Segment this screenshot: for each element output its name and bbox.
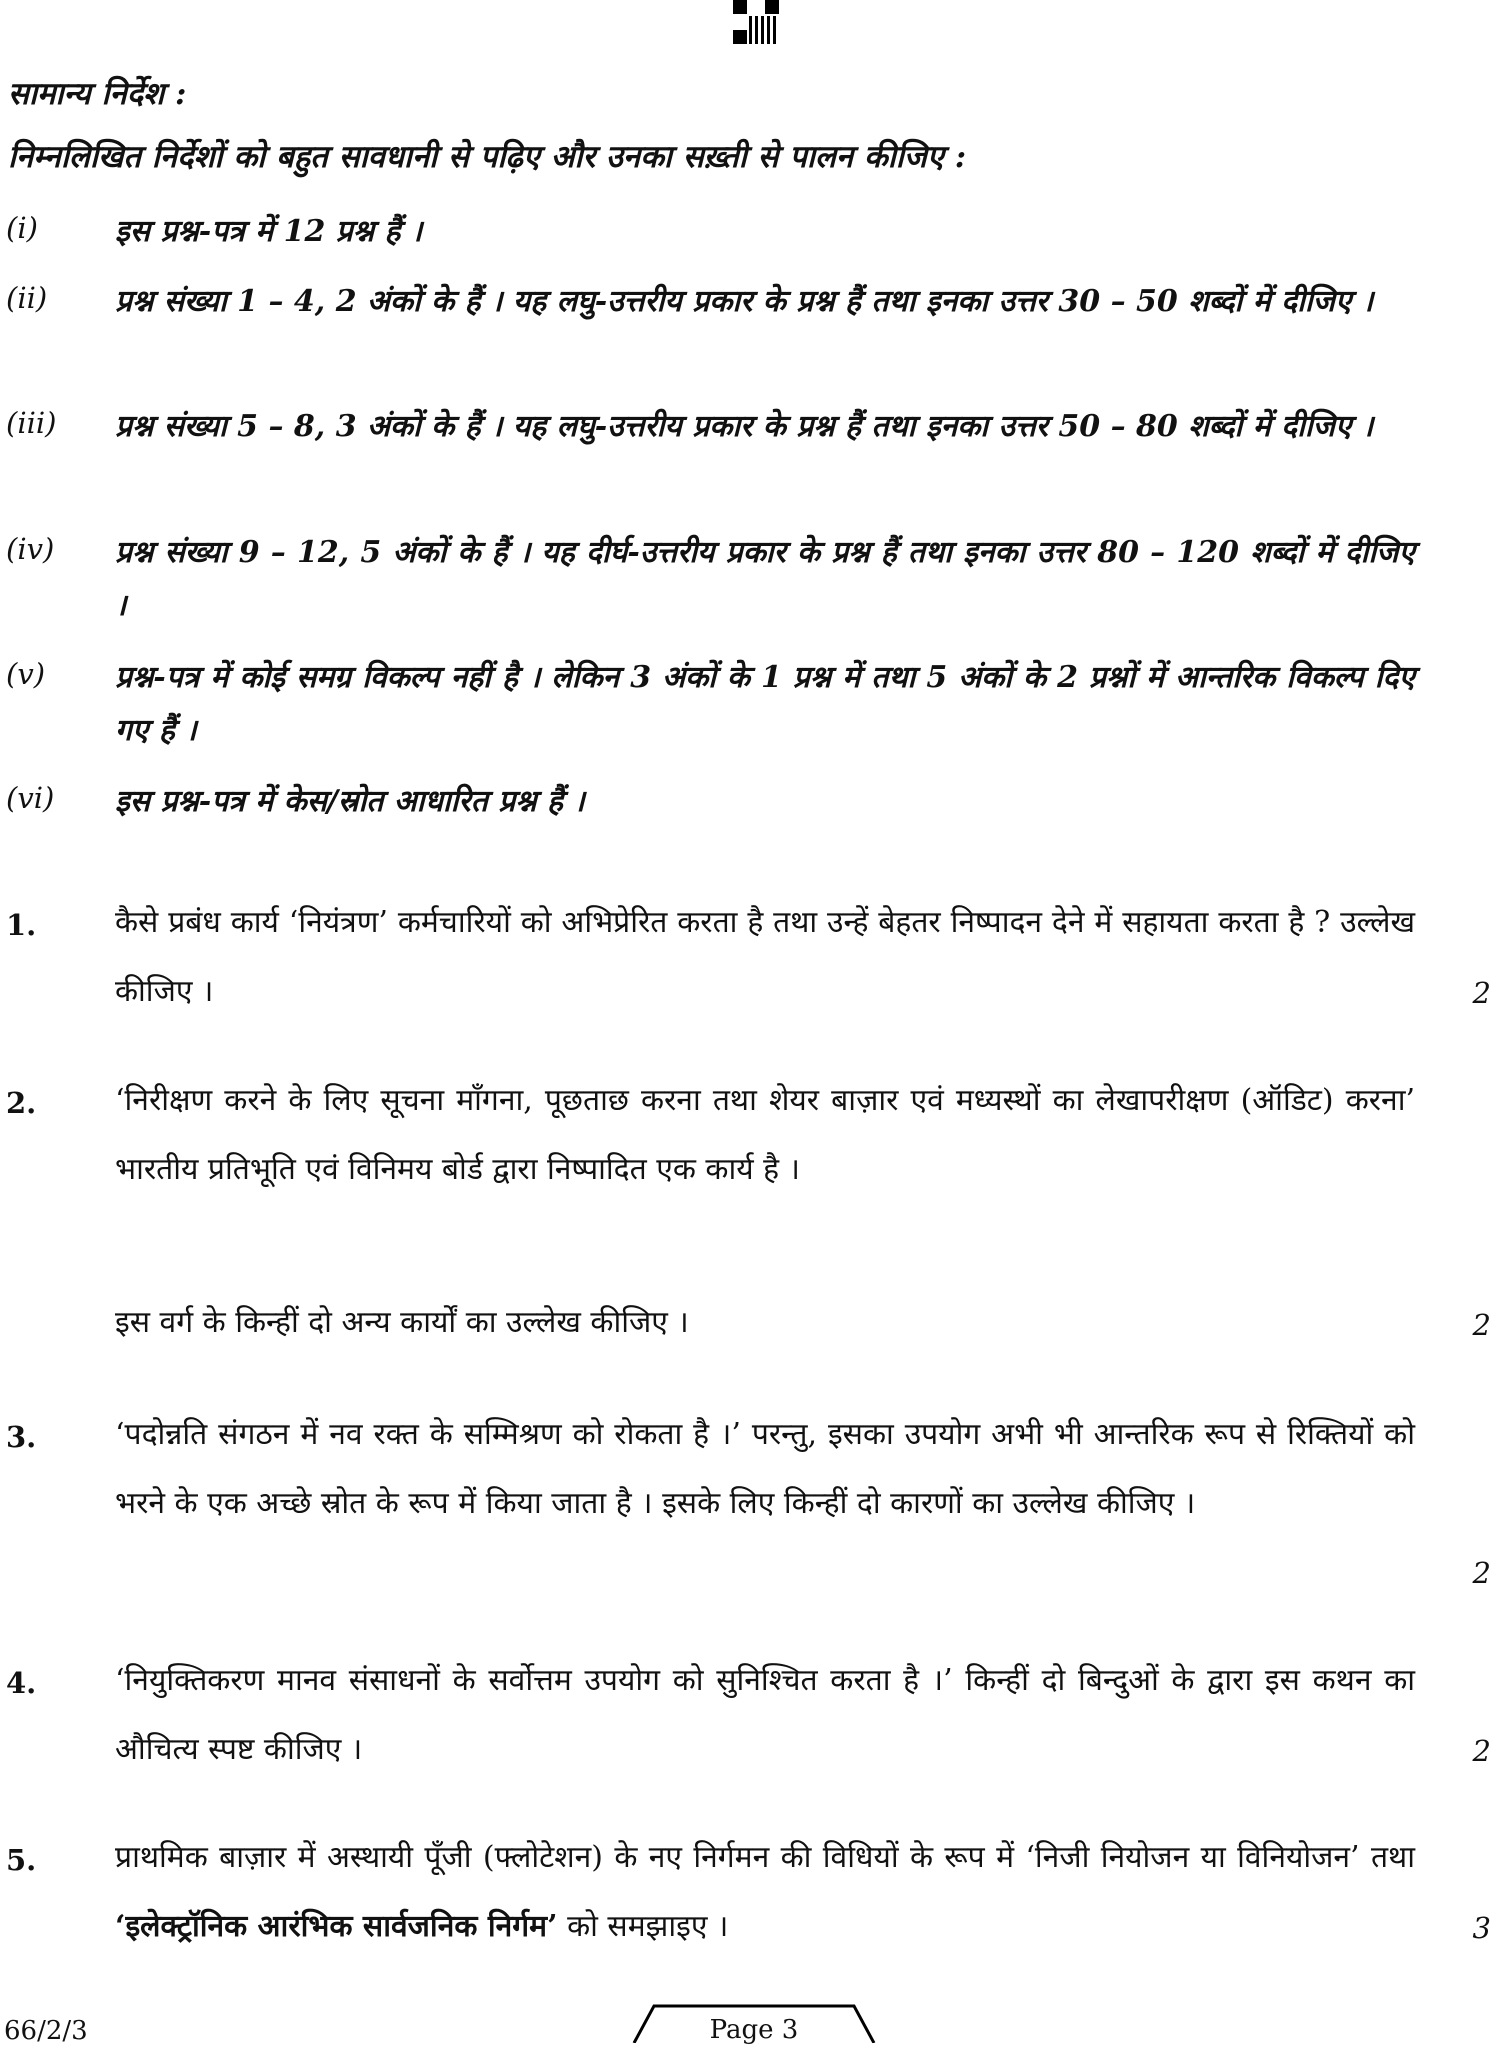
qr-code bbox=[733, 0, 779, 44]
question-text: कैसे प्रबंध कार्य ‘नियंत्रण’ कर्मचारियों को अभिप्रेरित करता है तथा उन्हें बेहतर निष्पादन देने में सहायता करता है ? उल्लेख कीजिए । bbox=[115, 905, 1415, 1009]
instruction-number: (iv) bbox=[6, 532, 55, 566]
question-text: ‘नियुक्तिकरण मानव संसाधनों के सर्वोत्तम उपयोग को सुनिश्चित करता है ।’ किन्हीं दो बिन्दुओं के द्वारा इस कथन का औचित्य स्पष्ट कीजिए । bbox=[115, 1663, 1415, 1767]
page-number: Page 3 bbox=[709, 2015, 799, 2045]
instruction-number: (iii) bbox=[6, 406, 57, 440]
instruction-text: प्रश्न संख्या 5 – 8, 3 अंकों के हैं । यह लघु-उत्तरीय प्रकार के प्रश्न हैं तथा इनका उत्तर 50 – 80 शब्दों में दीजिए । bbox=[115, 409, 1374, 444]
instruction-text: इस प्रश्न-पत्र में केस/स्रोत आधारित प्रश्न हैं । bbox=[115, 784, 585, 819]
page-number-box bbox=[632, 2003, 876, 2043]
question-marks: 2 bbox=[1472, 1308, 1491, 1342]
question-text bbox=[115, 1823, 1415, 1961]
question-marks: 3 bbox=[1472, 1911, 1491, 1945]
question-text: ‘निरीक्षण करने के लिए सूचना माँगना, पूछताछ करना तथा शेयर बाज़ार एवं मध्यस्थों का लेखापरीक्षण (ऑडिट) करना’ भारतीय प्रतिभूति एवं विनिमय बोर्ड द्वारा निष्पादित एक कार्य है । bbox=[115, 1083, 1415, 1187]
question-number: 1. bbox=[6, 908, 37, 942]
question-number: 5. bbox=[6, 1843, 37, 1877]
question-number: 2. bbox=[6, 1086, 37, 1120]
question-subtext: इस वर्ग के किन्हीं दो अन्य कार्यों का उल्लेख कीजिए । bbox=[115, 1305, 689, 1340]
instruction-text: इस प्रश्न-पत्र में 12 प्रश्न हैं । bbox=[115, 214, 423, 249]
paper-code: 66/2/3 bbox=[4, 2016, 88, 2046]
question-number: 3. bbox=[6, 1420, 37, 1454]
instruction-number: (v) bbox=[6, 657, 46, 691]
instruction-number: (ii) bbox=[6, 281, 48, 315]
question-marks: 2 bbox=[1472, 1734, 1491, 1768]
instruction-number: (i) bbox=[6, 211, 38, 245]
question-text: ‘पदोन्नति संगठन में नव रक्त के सम्मिश्रण को रोकता है ।’ परन्तु, इसका उपयोग अभी भी आन्तरिक रूप से रिक्तियों को भरने के एक अच्छे स्रोत के रूप में किया जाता है । इसके लिए किन्हीं दो कारणों का उल्लेख कीजिए । bbox=[115, 1417, 1415, 1521]
question-text-part: को समझाइए । bbox=[557, 1909, 729, 1944]
instruction-text: प्रश्न संख्या 1 – 4, 2 अंकों के हैं । यह लघु-उत्तरीय प्रकार के प्रश्न हैं तथा इनका उत्तर 30 – 50 शब्दों में दीजिए । bbox=[115, 284, 1374, 319]
instruction-text: प्रश्न-पत्र में कोई समग्र विकल्प नहीं है । लेकिन 3 अंकों के 1 प्रश्न में तथा 5 अंकों के 2 प्रश्नों में आन्तरिक विकल्प दिए गए हैं । bbox=[115, 660, 1415, 748]
instructions-subheading: निम्नलिखित निर्देशों को बहुत सावधानी से पढ़िए और उनका सख़्ती से पालन कीजिए : bbox=[8, 139, 967, 175]
question-marks: 2 bbox=[1472, 976, 1491, 1010]
general-instructions-heading: सामान्य निर्देश : bbox=[8, 76, 187, 112]
instruction-number: (vi) bbox=[6, 781, 55, 815]
question-marks: 2 bbox=[1472, 1556, 1491, 1590]
question-text-part: प्राथमिक बाज़ार में अस्थायी पूँजी (फ्लोटेशन) के नए निर्गमन की विधियों के रूप में ‘निजी नियोजन या विनियोजन’ तथा bbox=[115, 1840, 1415, 1875]
instruction-text: प्रश्न संख्या 9 – 12, 5 अंकों के हैं । यह दीर्घ-उत्तरीय प्रकार के प्रश्न हैं तथा इनका उत्तर 80 – 120 शब्दों में दीजिए । bbox=[115, 535, 1415, 623]
question-number: 4. bbox=[6, 1666, 37, 1700]
question-text-bold: ‘इलेक्ट्रॉनिक आरंभिक सार्वजनिक निर्गम’ bbox=[115, 1909, 558, 1944]
